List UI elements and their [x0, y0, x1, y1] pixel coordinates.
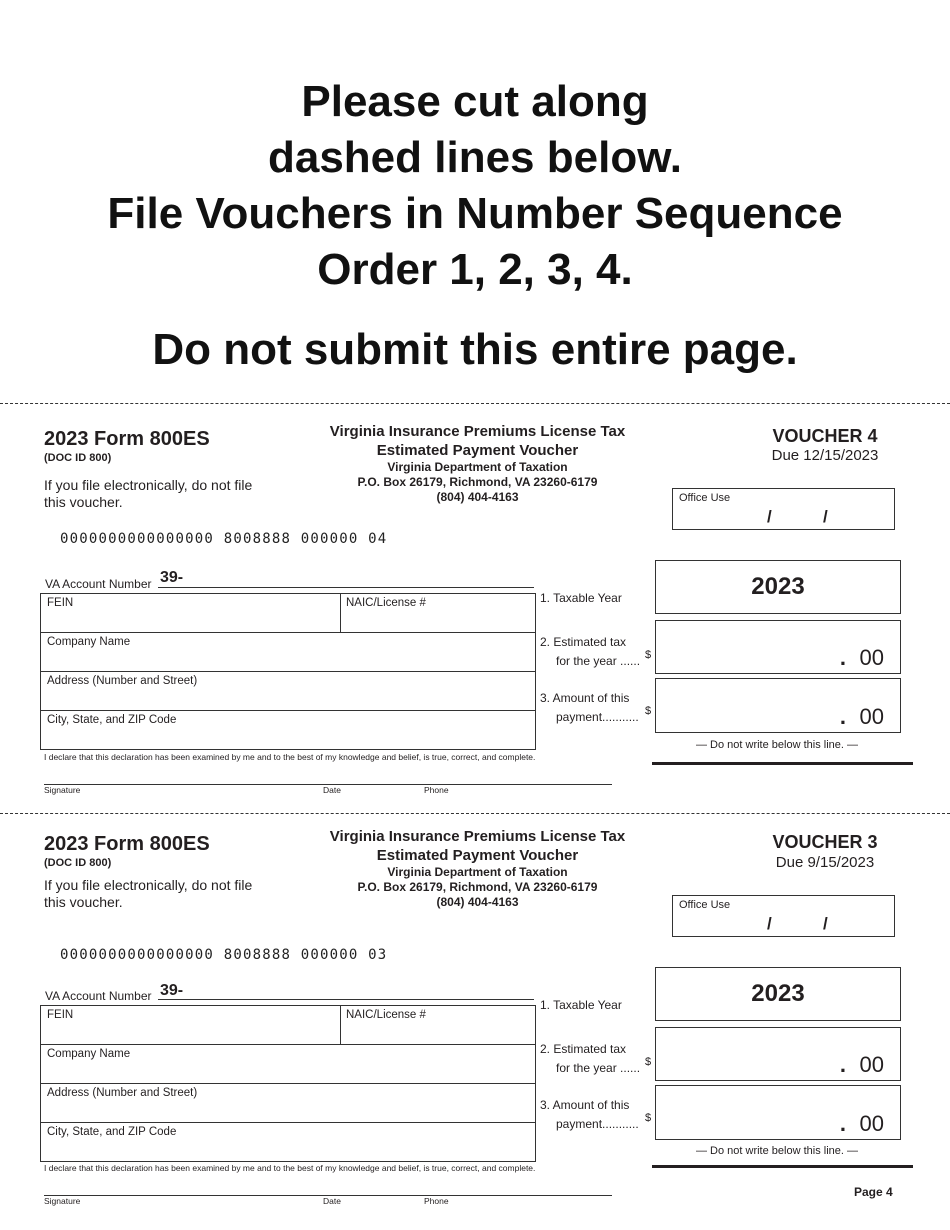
decimal-point: .	[839, 645, 846, 670]
company-name-row[interactable]	[41, 1044, 535, 1083]
do-not-write-note: — Do not write below this line. —	[695, 1145, 858, 1157]
voucher-number: VOUCHER 4	[772, 426, 878, 446]
fein-row[interactable]	[41, 594, 535, 632]
department: Virginia Department of Taxation	[387, 865, 568, 879]
declaration-text: I declare that this declaration has been examined by me and to the best of my knowledge and belief, is true, correct, and complete.	[44, 752, 536, 762]
company-name-label: Company Name	[47, 1048, 131, 1060]
line-3-label: 3. Amount of this	[540, 1098, 630, 1112]
cents-value: 00	[859, 645, 884, 670]
date-label: Date	[323, 1196, 341, 1206]
line-2-sublabel: for the year ......	[556, 654, 641, 668]
cents-value: 00	[859, 704, 884, 729]
phone-label: Phone	[424, 1196, 449, 1206]
fein-label: FEIN	[47, 1009, 74, 1021]
dollar-sign: $	[645, 1112, 652, 1124]
office-use-box	[672, 895, 895, 937]
line-3-sublabel: payment...........	[556, 1117, 639, 1131]
street-address-row[interactable]	[41, 671, 535, 710]
taxpayer-info-grid	[40, 593, 536, 750]
line-3-sublabel: payment...........	[556, 710, 639, 724]
date-slash: /	[767, 914, 772, 933]
voucher-3	[0, 823, 950, 1223]
line-3-label: 3. Amount of this	[540, 691, 630, 705]
line-2-label: 2. Estimated tax	[540, 1042, 627, 1056]
tax-title: Virginia Insurance Premiums License Tax	[329, 423, 626, 440]
center-header	[300, 827, 655, 910]
city-state-zip-label: City, State, and ZIP Code	[47, 1126, 177, 1138]
street-address-label: Address (Number and Street)	[47, 1087, 198, 1099]
cut-line-top	[0, 403, 950, 404]
date-slash: /	[823, 507, 828, 526]
signature-label: Signature	[44, 785, 81, 795]
dollar-sign: $	[645, 649, 652, 661]
phone-number: (804) 404-4163	[436, 490, 519, 504]
date-slash: /	[823, 914, 828, 933]
due-date: Due 9/15/2023	[775, 854, 875, 871]
doc-id: (DOC ID 800)	[44, 452, 112, 464]
bottom-rule	[652, 1165, 913, 1168]
signature-label: Signature	[44, 1196, 81, 1206]
dollar-sign: $	[645, 705, 652, 717]
declaration-text: I declare that this declaration has been examined by me and to the best of my knowledge and belief, is true, correct, and complete.	[44, 1163, 536, 1173]
dollar-sign: $	[645, 1056, 652, 1068]
company-name-label: Company Name	[47, 636, 131, 648]
line-1-label: 1. Taxable Year	[540, 998, 622, 1012]
do-not-write-note: — Do not write below this line. —	[695, 739, 858, 751]
taxpayer-info-grid	[40, 1005, 536, 1162]
payment-amount-box[interactable]	[655, 678, 901, 733]
city-state-zip-row[interactable]	[41, 1122, 535, 1161]
cents-value: 00	[859, 1052, 884, 1077]
due-date: Due 12/15/2023	[771, 447, 879, 464]
mail-address: P.O. Box 26179, Richmond, VA 23260-6179	[357, 880, 598, 894]
taxable-year-box[interactable]: 2023	[655, 967, 901, 1021]
line-1-label: 1. Taxable Year	[540, 591, 622, 605]
account-prefix: 39-	[160, 982, 184, 999]
taxable-year-box[interactable]: 2023	[655, 560, 901, 614]
scan-line: 0000000000000000 8008888 000000 04	[60, 531, 388, 547]
doc-id: (DOC ID 800)	[44, 857, 112, 869]
estimated-tax-box[interactable]	[655, 620, 901, 674]
city-state-zip-label: City, State, and ZIP Code	[47, 714, 177, 726]
payment-amount-box[interactable]	[655, 1085, 901, 1140]
cut-instruction-line-3: File Vouchers in Number Sequence	[107, 189, 843, 238]
line-2-label: 2. Estimated tax	[540, 635, 627, 649]
date-slash: /	[767, 507, 772, 526]
line-2-sublabel: for the year ......	[556, 1061, 641, 1075]
mail-address: P.O. Box 26179, Richmond, VA 23260-6179	[357, 475, 598, 489]
office-use-label: Office Use	[679, 492, 731, 504]
bottom-rule	[652, 762, 913, 765]
cents-value: 00	[859, 1111, 884, 1136]
office-use-label: Office Use	[679, 899, 731, 911]
decimal-point: .	[839, 1111, 846, 1136]
decimal-point: .	[839, 704, 846, 729]
voucher-subtitle: Estimated Payment Voucher	[376, 847, 579, 864]
phone-number: (804) 404-4163	[436, 895, 519, 909]
fein-label: FEIN	[47, 597, 74, 609]
voucher-number: VOUCHER 3	[772, 832, 878, 852]
form-title: 2023 Form 800ES	[44, 428, 210, 450]
page-number: Page 4	[854, 1185, 893, 1199]
office-use-box	[672, 488, 895, 530]
decimal-point: .	[839, 1052, 846, 1077]
center-header	[300, 422, 655, 505]
street-address-label: Address (Number and Street)	[47, 675, 198, 687]
date-label: Date	[323, 785, 341, 795]
company-name-row[interactable]	[41, 632, 535, 671]
voucher-subtitle: Estimated Payment Voucher	[376, 442, 579, 459]
do-not-submit-warning: Do not submit this entire page.	[152, 325, 798, 374]
cut-instruction-line-4: Order 1, 2, 3, 4.	[317, 245, 633, 294]
account-prefix: 39-	[160, 569, 184, 586]
efile-note: If you file electronically, do not file this voucher.	[44, 877, 253, 910]
account-number-label: VA Account Number	[45, 577, 152, 591]
phone-label: Phone	[424, 785, 449, 795]
account-number-label: VA Account Number	[45, 989, 152, 1003]
naic-label: NAIC/License #	[346, 1009, 426, 1021]
efile-note: If you file electronically, do not file this voucher.	[44, 477, 253, 510]
voucher-4	[0, 418, 950, 818]
fein-row[interactable]	[41, 1006, 535, 1044]
cut-instruction-line-1: Please cut along	[301, 77, 649, 126]
account-number-line[interactable]	[158, 999, 534, 1000]
account-number-line[interactable]	[158, 587, 534, 588]
department: Virginia Department of Taxation	[387, 460, 568, 474]
cut-instruction-line-2: dashed lines below.	[267, 133, 683, 182]
field-divider	[340, 594, 341, 632]
tax-title: Virginia Insurance Premiums License Tax	[329, 828, 626, 845]
estimated-tax-box[interactable]	[655, 1027, 901, 1081]
naic-label: NAIC/License #	[346, 597, 426, 609]
scan-line: 0000000000000000 8008888 000000 03	[60, 947, 388, 963]
city-state-zip-row[interactable]	[41, 710, 535, 749]
form-title: 2023 Form 800ES	[44, 833, 210, 855]
street-address-row[interactable]	[41, 1083, 535, 1122]
field-divider	[340, 1006, 341, 1044]
